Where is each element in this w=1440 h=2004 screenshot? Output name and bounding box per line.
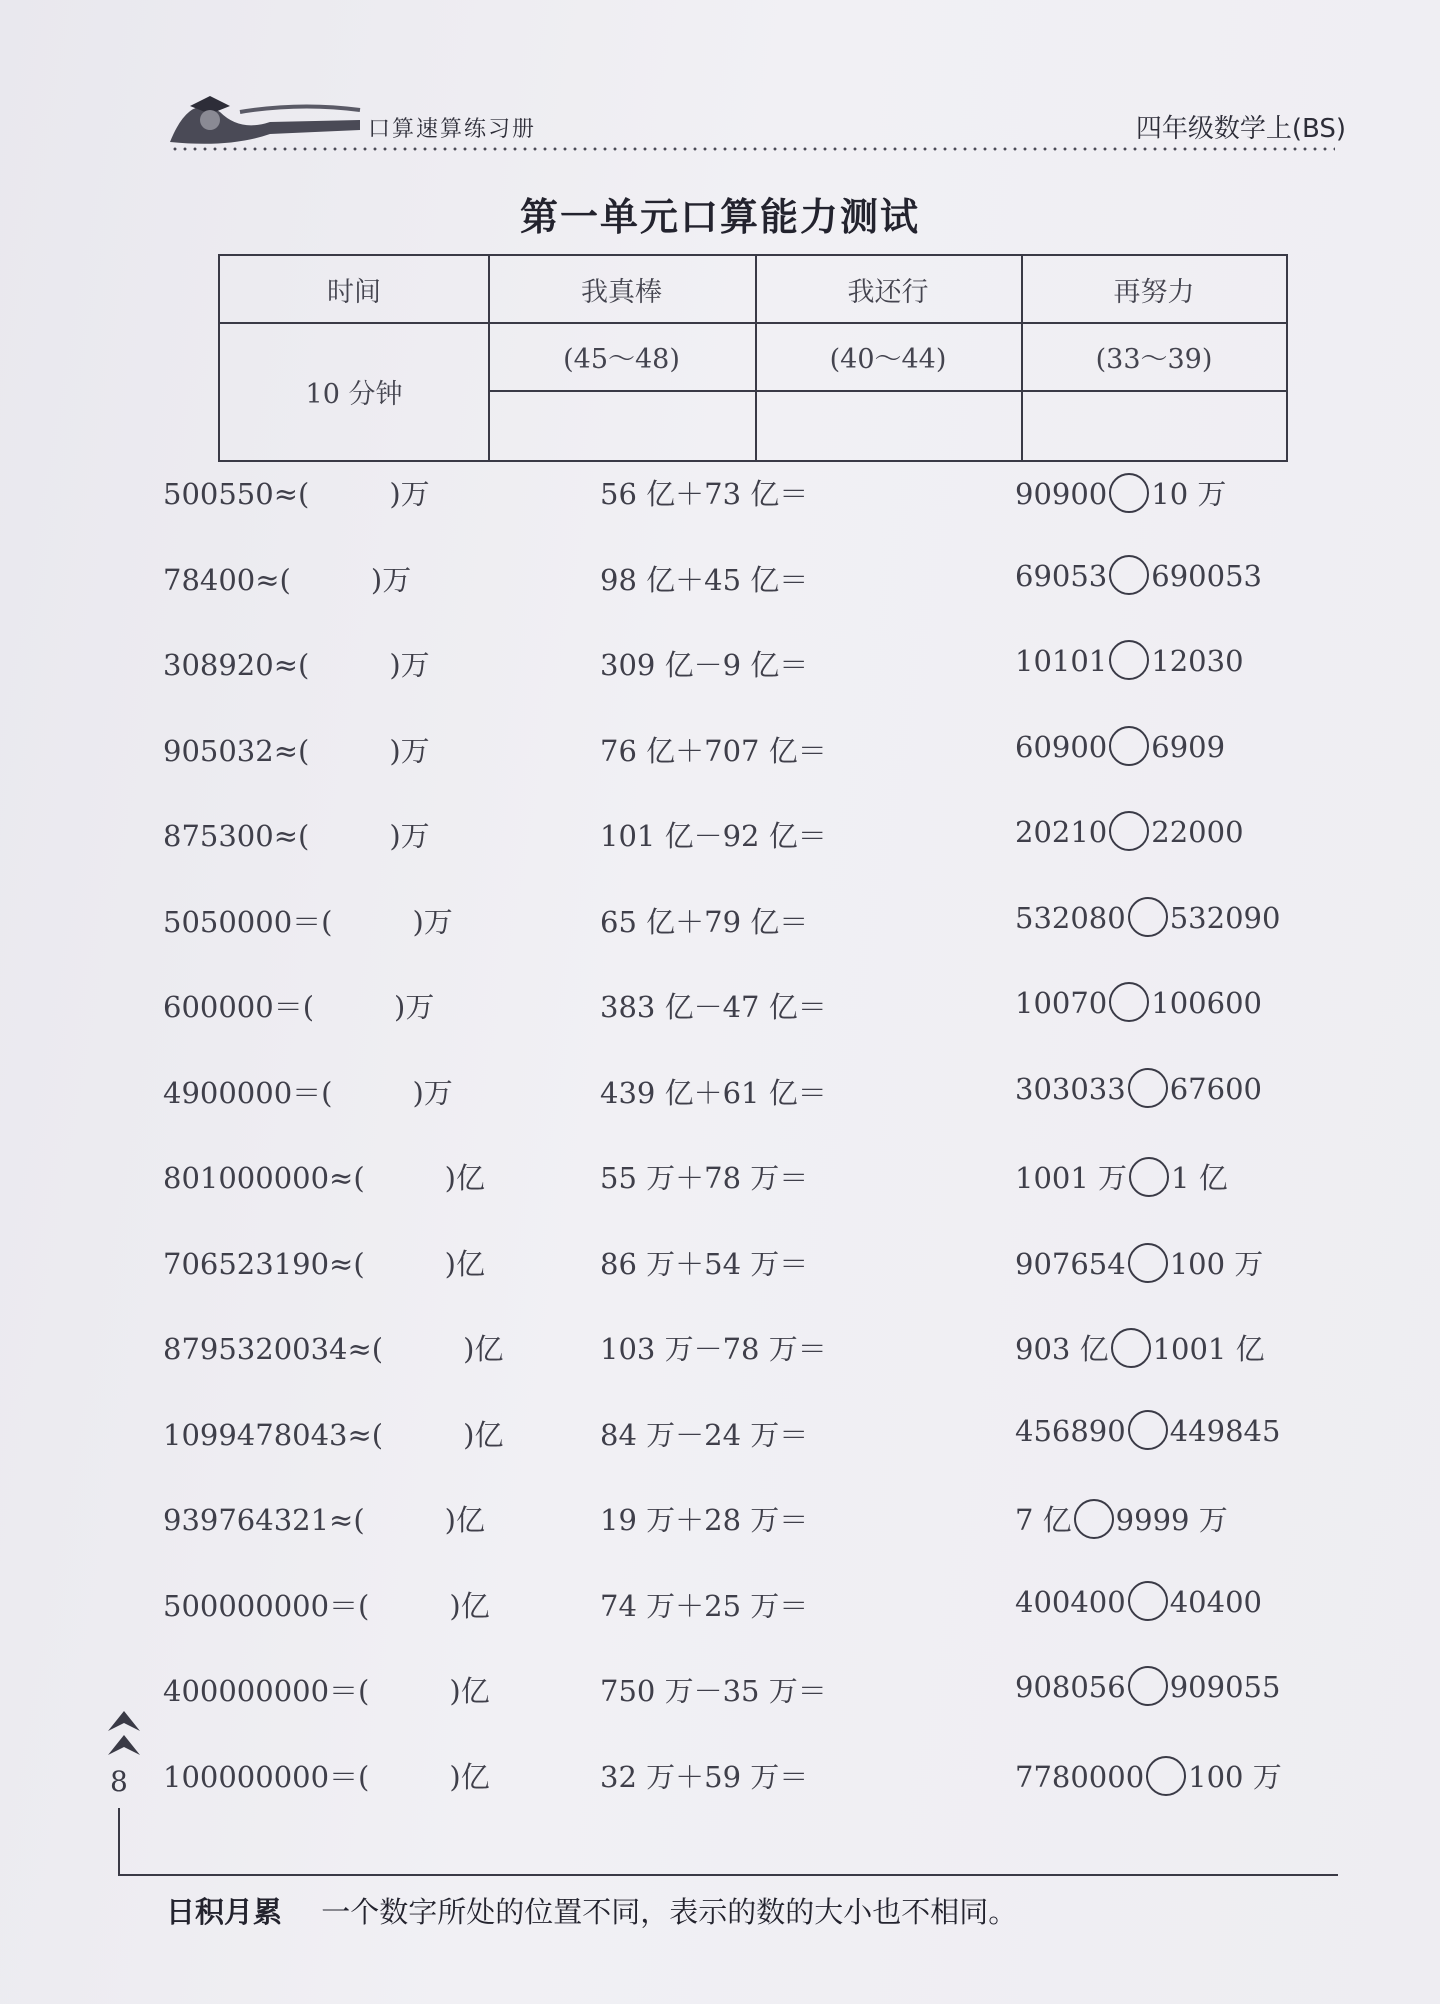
rounding-unit: )万 [389, 733, 430, 768]
addition-question: 76 亿＋707 亿＝ [600, 733, 827, 768]
rounding-question [163, 643, 430, 684]
exercise-row [0, 472, 1440, 522]
compare-right: 532090 [1169, 900, 1281, 935]
rounding-question [163, 1327, 503, 1368]
compare-left: 20210 [1015, 815, 1108, 849]
page-number: 8 [110, 1765, 128, 1798]
compare-right: 909055 [1169, 1670, 1281, 1704]
compare-left: 400400 [1015, 1584, 1126, 1619]
rounding-unit: )万 [389, 819, 430, 853]
rounding-number: 308920≈( [163, 648, 310, 682]
rounding-question [163, 1071, 453, 1112]
compare-question [1015, 814, 1244, 854]
exercise-row [0, 900, 1440, 950]
footer-tag: 日积月累 [166, 1895, 283, 1929]
compare-question [1015, 1669, 1280, 1709]
exercise-row [0, 1156, 1440, 1206]
compare-circle[interactable] [1146, 1756, 1186, 1796]
addition-question: 98 亿＋45 亿＝ [600, 562, 809, 597]
addition-question: 103 万－78 万＝ [600, 1332, 827, 1366]
addition-question: 101 亿－92 亿＝ [600, 819, 827, 853]
compare-right: 10 万 [1151, 477, 1227, 511]
compare-question [1015, 1156, 1228, 1200]
exercise-row [0, 1755, 1440, 1805]
compare-question [1015, 900, 1280, 940]
book-title: 口算速算练习册 [368, 117, 537, 142]
page-border [118, 1808, 120, 1874]
rounding-number: 600000＝( [163, 990, 315, 1024]
compare-left: 10070 [1015, 986, 1108, 1020]
compare-question [1015, 985, 1262, 1025]
score-header-good: 我还行 [847, 276, 929, 308]
compare-circle[interactable] [1109, 811, 1149, 851]
page-title: 第一单元口算能力测试 [519, 195, 920, 239]
rounding-unit: )万 [412, 904, 453, 939]
exercise-row [0, 1327, 1440, 1377]
rounding-question [163, 814, 430, 855]
rounding-number: 875300≈( [163, 819, 310, 853]
grade-label: 四年级数学上(BS) [1135, 114, 1346, 144]
compare-left: 907654 [1015, 1246, 1126, 1281]
compare-question [1015, 558, 1262, 598]
footer-text: 一个数字所处的位置不同，表示的数的大小也不相同。 [321, 1895, 1018, 1929]
compare-question [1015, 1413, 1280, 1453]
rounding-unit: )亿 [444, 1161, 485, 1195]
score-range-tryharder: (33～39) [1095, 343, 1213, 375]
exercise-row [0, 1242, 1440, 1292]
rounding-number: 5050000＝( [163, 904, 333, 939]
compare-question [1015, 729, 1225, 769]
rounding-unit: )亿 [449, 1759, 490, 1794]
compare-right: 1001 亿 [1152, 1332, 1265, 1366]
rounding-number: 801000000≈( [163, 1161, 365, 1195]
compare-left: 456890 [1015, 1413, 1126, 1448]
addition-question: 55 万＋78 万＝ [600, 1161, 809, 1195]
compare-left: 532080 [1015, 900, 1126, 935]
logo-icon [160, 82, 370, 152]
compare-right: 100 万 [1188, 1759, 1282, 1794]
compare-circle[interactable] [1128, 1243, 1168, 1283]
rounding-number: 400000000＝( [163, 1674, 370, 1708]
rounding-number: 706523190≈( [163, 1246, 365, 1281]
header-divider [170, 146, 1335, 152]
rounding-number: 1099478043≈( [163, 1417, 384, 1452]
compare-right: 100600 [1151, 986, 1262, 1020]
compare-left: 1001 万 [1015, 1161, 1128, 1195]
rounding-question [163, 1584, 490, 1625]
score-time-value: 10 分钟 [305, 378, 403, 410]
compare-right: 67600 [1169, 1071, 1262, 1106]
double-chevron-up-icon [104, 1703, 144, 1763]
rounding-unit: )万 [389, 648, 430, 682]
compare-left: 903 亿 [1015, 1332, 1109, 1366]
addition-question: 750 万－35 万＝ [600, 1674, 827, 1708]
compare-right: 690053 [1151, 558, 1262, 593]
rounding-unit: )亿 [449, 1674, 490, 1708]
compare-right: 1 亿 [1171, 1161, 1228, 1195]
compare-circle[interactable] [1074, 1499, 1114, 1539]
compare-circle[interactable] [1109, 473, 1149, 513]
compare-question [1015, 472, 1226, 516]
compare-left: 69053 [1015, 558, 1108, 593]
compare-left: 10101 [1015, 644, 1108, 678]
compare-circle[interactable] [1128, 1666, 1168, 1706]
compare-right: 9999 万 [1115, 1503, 1228, 1537]
exercise-row [0, 1669, 1440, 1719]
score-header-tryharder: 再努力 [1113, 276, 1195, 308]
compare-question [1015, 643, 1244, 683]
rounding-question [163, 1755, 490, 1796]
exercise-row [0, 1498, 1440, 1548]
compare-circle[interactable] [1111, 1328, 1151, 1368]
score-table [218, 254, 1288, 462]
compare-circle[interactable] [1109, 555, 1149, 595]
compare-circle[interactable] [1109, 982, 1149, 1022]
addition-question: 74 万＋25 万＝ [600, 1588, 809, 1623]
compare-left: 303033 [1015, 1071, 1126, 1106]
addition-question: 32 万＋59 万＝ [600, 1759, 809, 1794]
addition-question: 19 万＋28 万＝ [600, 1503, 809, 1537]
exercise-row [0, 1584, 1440, 1634]
exercise-row [0, 985, 1440, 1035]
compare-question [1015, 1242, 1263, 1286]
rounding-number: 500000000＝( [163, 1588, 370, 1623]
rounding-question [163, 472, 430, 513]
compare-left: 7 亿 [1015, 1503, 1072, 1537]
exercise-row [0, 643, 1440, 693]
addition-question: 383 亿－47 亿＝ [600, 990, 827, 1024]
rounding-unit: )亿 [449, 1588, 490, 1623]
rounding-question [163, 729, 430, 770]
rounding-unit: )亿 [444, 1503, 485, 1537]
rounding-question [163, 558, 411, 599]
addition-question: 86 万＋54 万＝ [600, 1246, 809, 1281]
compare-question [1015, 1584, 1262, 1624]
compare-left: 90900 [1015, 477, 1108, 511]
compare-left: 908056 [1015, 1670, 1126, 1704]
rounding-number: 939764321≈( [163, 1503, 365, 1537]
page-border [118, 1874, 1338, 1876]
table-divider [488, 390, 1288, 392]
exercise-row [0, 558, 1440, 608]
rounding-unit: )亿 [444, 1246, 485, 1281]
compare-circle[interactable] [1129, 1157, 1169, 1197]
score-header-great: 我真棒 [581, 276, 662, 308]
rounding-unit: )万 [394, 990, 435, 1024]
score-range-good: (40～44) [829, 343, 947, 375]
compare-right: 100 万 [1169, 1246, 1264, 1281]
compare-question [1015, 1498, 1228, 1542]
compare-circle[interactable] [1109, 726, 1149, 766]
rounding-unit: )万 [370, 562, 412, 597]
rounding-number: 78400≈( [163, 562, 291, 597]
compare-circle[interactable] [1128, 1581, 1168, 1621]
exercise-row [0, 814, 1440, 864]
compare-circle[interactable] [1128, 1068, 1168, 1108]
rounding-number: 4900000＝( [163, 1075, 333, 1110]
addition-question: 84 万－24 万＝ [600, 1417, 809, 1452]
compare-right: 449845 [1169, 1413, 1281, 1448]
exercise-row [0, 1071, 1440, 1121]
score-header-time: 时间 [327, 276, 381, 308]
compare-right: 6909 [1151, 729, 1226, 764]
rounding-question [163, 1498, 485, 1539]
rounding-number: 905032≈( [163, 733, 310, 768]
rounding-question [163, 1413, 503, 1454]
compare-question [1015, 1755, 1282, 1799]
rounding-unit: )亿 [463, 1417, 504, 1452]
exercise-row [0, 729, 1440, 779]
exercise-row [0, 1413, 1440, 1463]
compare-circle[interactable] [1128, 897, 1168, 937]
rounding-unit: )万 [412, 1075, 453, 1110]
compare-right: 40400 [1169, 1584, 1262, 1619]
compare-right: 22000 [1151, 815, 1244, 849]
rounding-number: 8795320034≈( [163, 1332, 384, 1366]
addition-question: 439 亿＋61 亿＝ [600, 1075, 827, 1110]
rounding-question [163, 1156, 485, 1197]
compare-circle[interactable] [1109, 640, 1149, 680]
compare-question [1015, 1327, 1265, 1371]
rounding-unit: )亿 [463, 1332, 504, 1366]
compare-left: 7780000 [1015, 1759, 1145, 1794]
rounding-question [163, 985, 434, 1026]
rounding-question [163, 900, 453, 941]
addition-question: 65 亿＋79 亿＝ [600, 904, 809, 939]
footer-tip [166, 1890, 1017, 1931]
rounding-unit: )万 [389, 477, 430, 511]
compare-right: 12030 [1151, 644, 1244, 678]
rounding-number: 100000000＝( [163, 1759, 370, 1794]
rounding-number: 500550≈( [163, 477, 310, 511]
rounding-question [163, 1242, 485, 1283]
addition-question: 309 亿－9 亿＝ [600, 648, 809, 682]
rounding-question [163, 1669, 490, 1710]
score-range-great: (45～48) [563, 343, 680, 375]
compare-question [1015, 1071, 1262, 1111]
addition-question: 56 亿＋73 亿＝ [600, 477, 809, 511]
compare-left: 60900 [1015, 729, 1108, 764]
compare-circle[interactable] [1128, 1410, 1168, 1450]
